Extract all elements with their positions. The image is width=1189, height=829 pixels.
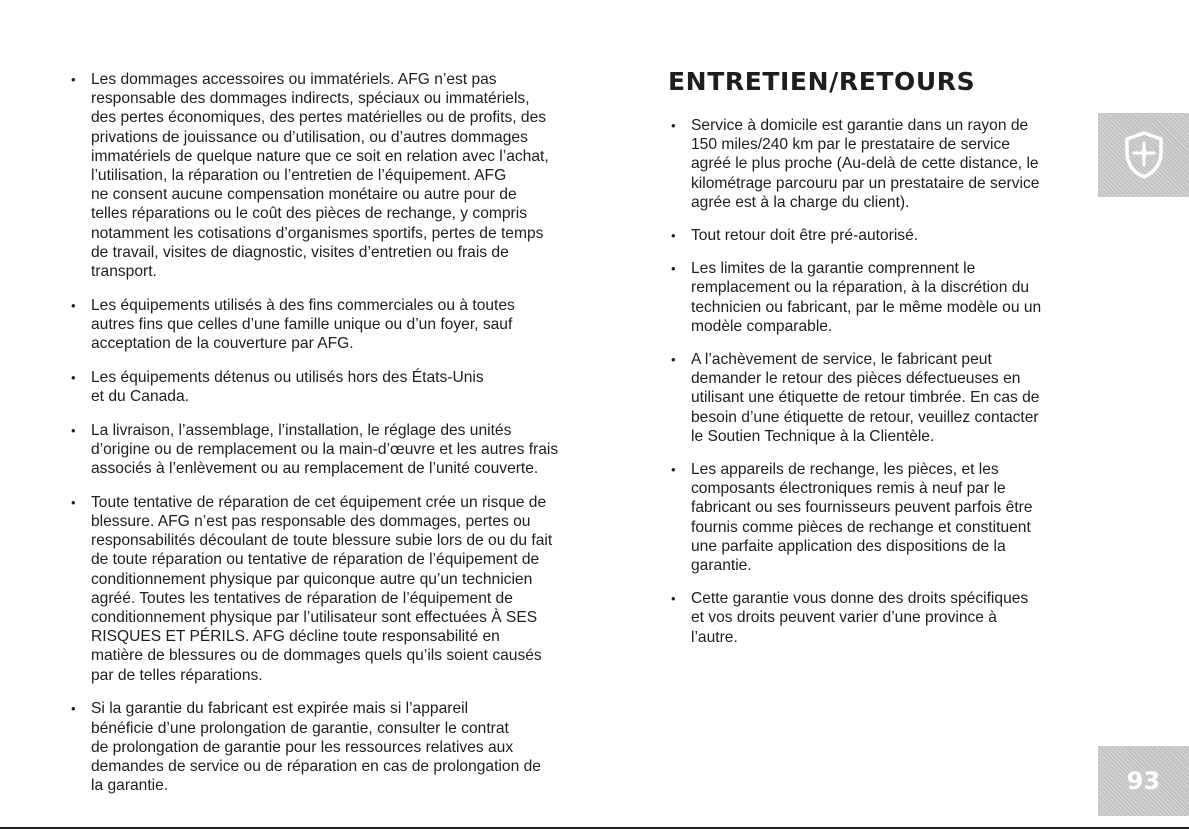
list-item: • Si la garantie du fabricant est expirée mais si l’appareil bénéficie d’une prolongation de garantie, consulter le contrat de prolongation de garantie pour les ressources relatives aux demandes de service ou de réparation en cas de prolongation de la garantie. [68, 699, 608, 795]
list-item: • Toute tentative de réparation de cet équipement crée un risque de blessure. AFG n’est pas responsable des dommages, pertes ou responsabilités découlant de toute blessure subie lors de ou du fait de toute réparation ou tentative de réparation de l’équipement de conditionnement physique par quiconque autre qu’un technicien agréé. Toutes les tentatives de réparation de l’équipement de conditionnement physique par l’utilisateur sont effectuées À SES RISQUES ET PÉRILS. AFG décline toute responsabilité en matière de blessures ou de dommages quels qu’ils soient causés par de telles réparations. [68, 493, 608, 685]
list-item: • Les appareils de rechange, les pièces, et les composants électroniques remis à neuf par le fabricant ou ses fournisseurs peuvent parfois être fournis comme pièces de rechange et constituent une parfaite application des dispositions de la garantie. [668, 460, 1053, 575]
list-item: • La livraison, l’assemblage, l’installation, le réglage des unités d’origine ou de remplacement ou la main-d’œuvre et les autres frais associés à l’enlèvement ou au remplacement de l’unité couverte. [68, 421, 608, 479]
list-item: • Cette garantie vous donne des droits spécifiques et vos droits peuvent varier d’une province à l’autre. [668, 589, 1053, 647]
left-column [68, 70, 608, 810]
list-item: • Les dommages accessoires ou immatériels. AFG n’est pas responsable des dommages indirects, spéciaux ou immatériels, des pertes économiques, des pertes matérielles ou de profits, des privations de jouissance ou d’utilisation, ou d’autres dommages immatériels de quelque nature que ce soit en relation avec l’achat, l’utilisation, la réparation ou l’entretien de l’équipement. AFG ne consent aucune compensation monétaire ou autre pour de telles réparations ou le coût des pièces de rechange, y compris notamment les cotisations d’organismes sportifs, pertes de temps de travail, visites de diagnostic, visites d’entretien ou frais de transport. [68, 70, 608, 281]
list-item: • A l’achèvement de service, le fabricant peut demander le retour des pièces défectueuses en utilisant une étiquette de retour timbrée. En cas de besoin d’une étiquette de retour, veuillez contacter le Soutien Technique à la Clientèle. [668, 350, 1053, 446]
shield-cross-icon [1124, 131, 1164, 179]
list-item: • Tout retour doit être pré-autorisé. [668, 226, 1053, 245]
section-title: ENTRETIEN/RETOURS [668, 67, 976, 96]
warranty-section-tab [1098, 113, 1189, 197]
right-column [668, 67, 1053, 661]
list-item: • Les équipements utilisés à des fins commerciales ou à toutes autres fins que celles d’une famille unique ou d’un foyer, sauf acceptation de la couverture par AFG. [68, 296, 608, 354]
list-item: • Les limites de la garantie comprennent le remplacement ou la réparation, à la discrétion du technicien ou fabricant, par le même modèle ou un modèle comparable. [668, 259, 1053, 336]
exclusions-list [68, 70, 608, 795]
list-item: • Les équipements détenus ou utilisés hors des États-Unis et du Canada. [68, 368, 608, 406]
page-number-tab [1098, 746, 1189, 816]
page-number: 93 [1126, 767, 1161, 795]
list-item: • Service à domicile est garantie dans un rayon de 150 miles/240 km par le prestataire de service agréé le plus proche (Au-delà de cette distance, le kilométrage parcouru par un prestataire de service agrée est à la charge du client). [668, 116, 1053, 212]
service-returns-list [668, 116, 1053, 647]
